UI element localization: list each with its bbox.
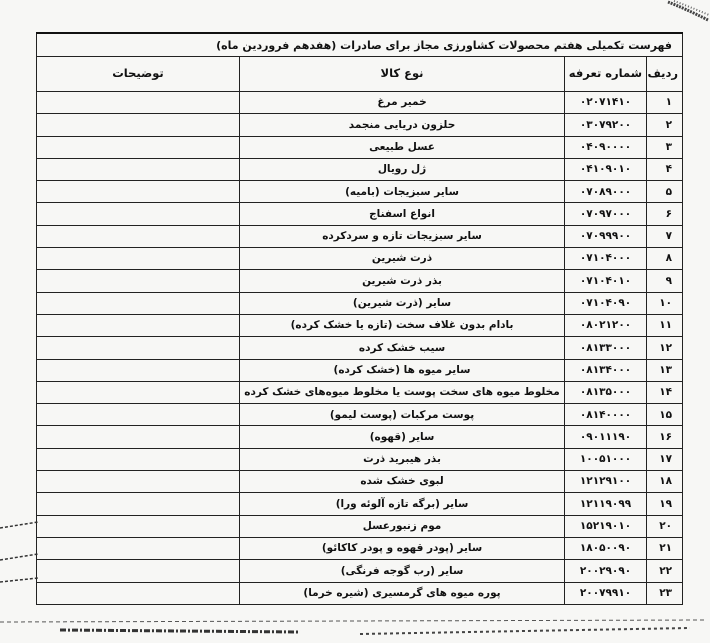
row-number: ۷ — [647, 225, 683, 247]
product-name: ژل رویال — [240, 158, 565, 180]
notes-cell — [37, 359, 240, 381]
row-number: ۸ — [647, 248, 683, 270]
tariff-code: ۰۸۱۳۴۰۰۰ — [565, 359, 647, 381]
row-number: ۱ — [647, 92, 683, 114]
notes-cell — [37, 381, 240, 403]
row-number: ۵ — [647, 181, 683, 203]
row-number: ۴ — [647, 158, 683, 180]
scan-noise-bottom — [0, 618, 710, 643]
notes-cell — [37, 582, 240, 604]
row-number: ۲۰ — [647, 515, 683, 537]
table-row — [37, 560, 683, 582]
notes-cell — [37, 203, 240, 225]
product-name: سایر (قهوه) — [240, 426, 565, 448]
notes-cell — [37, 493, 240, 515]
table-row — [37, 471, 683, 493]
product-name: سایر سبزیجات (بامیه) — [240, 181, 565, 203]
tariff-code: ۰۳۰۷۹۲۰۰ — [565, 114, 647, 136]
notes-cell — [37, 292, 240, 314]
table-row — [37, 381, 683, 403]
notes-cell — [37, 158, 240, 180]
tariff-code: ۱۵۲۱۹۰۱۰ — [565, 515, 647, 537]
product-name: پوره میوه های گرمسیری (شیره خرما) — [240, 582, 565, 604]
product-name: سیب خشک کرده — [240, 337, 565, 359]
product-name: سایر سبزیجات تازه و سردکرده — [240, 225, 565, 247]
table-row — [37, 203, 683, 225]
table-row — [37, 537, 683, 559]
tariff-code: ۱۲۱۱۹۰۹۹ — [565, 493, 647, 515]
table-row — [37, 493, 683, 515]
row-number: ۳ — [647, 136, 683, 158]
tariff-code: ۰۸۰۲۱۲۰۰ — [565, 314, 647, 336]
tariff-code: ۱۰۰۵۱۰۰۰ — [565, 448, 647, 470]
table-row — [37, 448, 683, 470]
product-name: بذر ذرت شیرین — [240, 270, 565, 292]
table-row — [37, 292, 683, 314]
product-name: لبوی خشک شده — [240, 471, 565, 493]
notes-cell — [37, 248, 240, 270]
tariff-code: ۰۷۰۹۹۹۰۰ — [565, 225, 647, 247]
tariff-code: ۰۲۰۷۱۴۱۰ — [565, 92, 647, 114]
table-body — [37, 92, 683, 605]
tariff-code: ۲۰۰۲۹۰۹۰ — [565, 560, 647, 582]
header-notes: توضیحات — [37, 57, 240, 92]
tariff-code: ۱۸۰۵۰۰۹۰ — [565, 537, 647, 559]
tariff-code: ۰۸۱۳۵۰۰۰ — [565, 381, 647, 403]
product-name: حلزون دریایی منجمد — [240, 114, 565, 136]
row-number: ۱۷ — [647, 448, 683, 470]
header-row — [37, 57, 683, 92]
row-number: ۱۵ — [647, 404, 683, 426]
product-name: بادام بدون غلاف سخت (تازه یا خشک کرده) — [240, 314, 565, 336]
tariff-code: ۲۰۰۷۹۹۱۰ — [565, 582, 647, 604]
product-name: پوست مرکبات (پوست لیمو) — [240, 404, 565, 426]
tariff-code: ۰۴۰۹۰۰۰۰ — [565, 136, 647, 158]
tariff-code: ۰۷۰۹۷۰۰۰ — [565, 203, 647, 225]
product-name: عسل طبیعی — [240, 136, 565, 158]
scan-noise-left — [0, 498, 40, 598]
notes-cell — [37, 314, 240, 336]
table-row — [37, 582, 683, 604]
table-row — [37, 404, 683, 426]
product-name: سایر میوه ها (خشک کرده) — [240, 359, 565, 381]
tariff-code: ۰۷۱۰۴۰۹۰ — [565, 292, 647, 314]
table-row — [37, 270, 683, 292]
header-tariff-code: شماره تعرفه — [565, 57, 647, 92]
row-number: ۱۸ — [647, 471, 683, 493]
notes-cell — [37, 270, 240, 292]
header-product-name: نوع کالا — [240, 57, 565, 92]
notes-cell — [37, 181, 240, 203]
stamp-mark — [664, 0, 710, 22]
product-name: ذرت شیرین — [240, 248, 565, 270]
row-number: ۱۲ — [647, 337, 683, 359]
product-name: سایر (رب گوجه فرنگی) — [240, 560, 565, 582]
product-name: سایر (برگه تازه آلوئه ورا) — [240, 493, 565, 515]
table-row — [37, 225, 683, 247]
tariff-code: ۰۷۱۰۴۰۰۰ — [565, 248, 647, 270]
tariff-code: ۰۸۱۳۳۰۰۰ — [565, 337, 647, 359]
table-row — [37, 337, 683, 359]
notes-cell — [37, 448, 240, 470]
row-number: ۲۲ — [647, 560, 683, 582]
row-number: ۱۱ — [647, 314, 683, 336]
product-name: بذر هیبرید ذرت — [240, 448, 565, 470]
product-name: موم زنبورعسل — [240, 515, 565, 537]
tariff-code: ۰۷۰۸۹۰۰۰ — [565, 181, 647, 203]
product-name: انواع اسفناج — [240, 203, 565, 225]
notes-cell — [37, 136, 240, 158]
row-number: ۱۶ — [647, 426, 683, 448]
table-row — [37, 158, 683, 180]
tariff-code: ۰۸۱۴۰۰۰۰ — [565, 404, 647, 426]
table-row — [37, 426, 683, 448]
row-number: ۱۰ — [647, 292, 683, 314]
product-name: مخلوط میوه های سخت پوست یا مخلوط میوه‌های خشک کرده — [240, 381, 565, 403]
row-number: ۱۹ — [647, 493, 683, 515]
notes-cell — [37, 404, 240, 426]
table-row — [37, 515, 683, 537]
notes-cell — [37, 92, 240, 114]
tariff-code: ۰۷۱۰۴۰۱۰ — [565, 270, 647, 292]
notes-cell — [37, 337, 240, 359]
table-row — [37, 181, 683, 203]
table-row — [37, 114, 683, 136]
product-name: سایر (پودر قهوه و پودر کاکائو) — [240, 537, 565, 559]
notes-cell — [37, 225, 240, 247]
document-title: فهرست تکمیلی هفتم محصولات کشاورزی مجاز برای صادرات (هفدهم فروردین ماه) — [37, 33, 683, 57]
table-row — [37, 314, 683, 336]
table-row — [37, 359, 683, 381]
tariff-code: ۱۲۱۲۹۱۰۰ — [565, 471, 647, 493]
product-name: خمیر مرغ — [240, 92, 565, 114]
notes-cell — [37, 426, 240, 448]
row-number: ۶ — [647, 203, 683, 225]
table-row — [37, 248, 683, 270]
export-list-table — [36, 32, 683, 605]
row-number: ۱۴ — [647, 381, 683, 403]
row-number: ۲۱ — [647, 537, 683, 559]
product-name: سایر (ذرت شیرین) — [240, 292, 565, 314]
notes-cell — [37, 560, 240, 582]
header-row-number: ردیف — [647, 57, 683, 92]
row-number: ۹ — [647, 270, 683, 292]
row-number: ۲ — [647, 114, 683, 136]
row-number: ۱۳ — [647, 359, 683, 381]
tariff-code: ۰۴۱۰۹۰۱۰ — [565, 158, 647, 180]
row-number: ۲۳ — [647, 582, 683, 604]
notes-cell — [37, 471, 240, 493]
notes-cell — [37, 114, 240, 136]
notes-cell — [37, 515, 240, 537]
table-row — [37, 136, 683, 158]
tariff-code: ۰۹۰۱۱۱۹۰ — [565, 426, 647, 448]
notes-cell — [37, 537, 240, 559]
table-row — [37, 92, 683, 114]
